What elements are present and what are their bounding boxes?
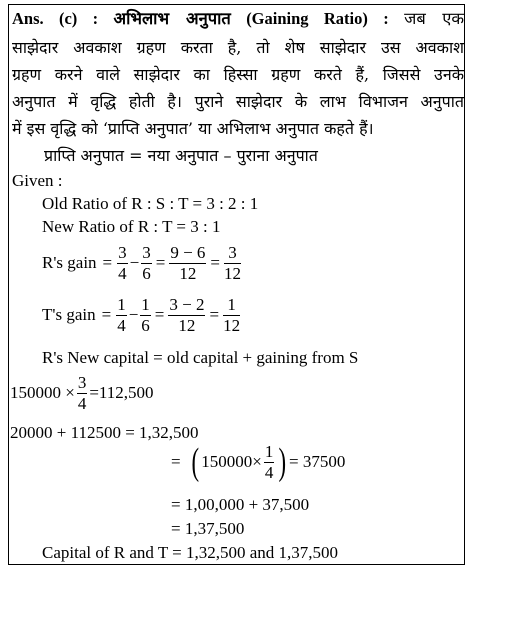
r-gain-fraction-2: $\frac{3}{6}$ (142, 243, 151, 283)
r-new-capital-line: R's New capital = old capital + gaining from S (42, 348, 359, 367)
t-gain-fraction-4: $\frac{1}{12}$ (223, 295, 241, 335)
calc3-result: = 37500 (289, 452, 346, 472)
t-gain-label: T's gain (42, 305, 96, 325)
calc-line-2: 20000 + 112500 = 1,32,500 (10, 423, 199, 442)
t-gain-equation: T's gain = $\frac{1}{4}$ − $\frac{1}{6}$ = $\frac{3 - 2}{12}$ = $\frac{1}{12}$ (42, 295, 241, 335)
calc3-left: 150000× (201, 452, 262, 472)
calc1-fraction: $\frac{3}{4}$ (77, 373, 87, 413)
answer-title-hindi: अभिलाभ अनुपात (113, 9, 231, 28)
calc-line-1 (10, 373, 154, 413)
formula-line: प्राप्ति अनुपात = नया अनुपात – पुराना अनुपात (44, 146, 318, 165)
answer-title-english: (Gaining Ratio) : (246, 9, 389, 28)
r-gain-label: R's gain (42, 253, 97, 273)
conclusion-line: Capital of R and T = 1,32,500 and 1,37,500 (42, 543, 339, 562)
calc3-fraction: $\frac{1}{4}$ (264, 442, 274, 482)
r-gain-fraction-1: $\frac{3}{4}$ (118, 243, 127, 283)
explanation-line-4: अनुपात में वृद्धि होती है। पुराने साझेदार के लाभ विभाजन अनुपात (12, 92, 464, 111)
t-gain-fraction-3: $\frac{3 - 2}{12}$ (169, 295, 205, 335)
answer-label: Ans. (c) : (12, 9, 99, 28)
t-gain-fraction-2: $\frac{1}{6}$ (141, 295, 150, 335)
explanation-line-3: ग्रहण करने वाले साझेदार का हिस्सा ग्रहण करते हैं, जिससे उनके (12, 65, 464, 84)
old-ratio: Old Ratio of R : S : T = 3 : 2 : 1 (42, 194, 259, 213)
r-gain-fraction-4: $\frac{3}{12}$ (224, 243, 242, 283)
right-paren: ) (278, 441, 287, 484)
left-paren: ( (191, 441, 199, 484)
calc-line-4: = 1,00,000 + 37,500 (171, 495, 310, 514)
explanation-line-5: में इस वृद्धि को ‘प्राप्ति अनुपात’ या अभिलाभ अनुपात कहते हैं। (12, 119, 374, 138)
r-gain-equation: R's gain = $\frac{3}{4}$ − $\frac{3}{6}$ = $\frac{9 - 6}{12}$ = $\frac{3}{12}$ (42, 243, 242, 283)
new-ratio: New Ratio of R : T = 3 : 1 (42, 217, 221, 236)
answer-heading-line (12, 11, 464, 28)
explanation-line-2: साझेदार अवकाश ग्रहण करता है, तो शेष साझेदार उस अवकाश (12, 38, 464, 57)
calc-line-3 (171, 442, 345, 482)
calc3-equals: = (171, 452, 181, 472)
given-label: Given : (12, 171, 63, 190)
intro-text: जब एक (404, 9, 465, 28)
answer-box (8, 4, 465, 565)
calc1-result: =112,500 (89, 383, 154, 403)
t-gain-fraction-1: $\frac{1}{4}$ (117, 295, 126, 335)
r-gain-fraction-3: $\frac{9 - 6}{12}$ (170, 243, 206, 283)
calc1-left: 150000 × (10, 383, 75, 403)
calc-line-5: = 1,37,500 (171, 519, 245, 538)
